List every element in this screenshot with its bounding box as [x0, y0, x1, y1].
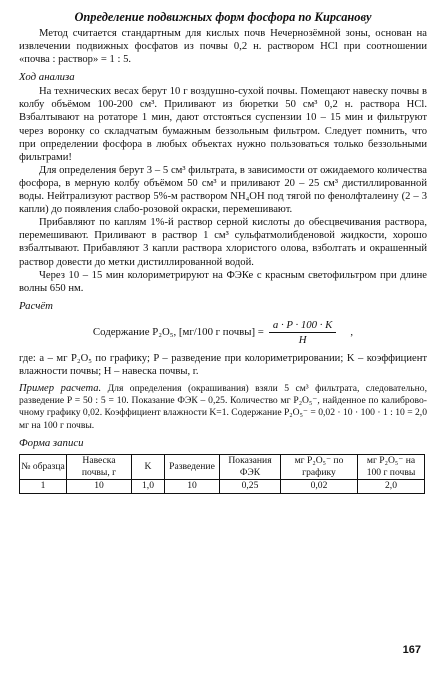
formula-fraction [269, 319, 337, 346]
formula-comma: , [350, 326, 354, 339]
header-sample-weight: Навеска почвы, г [67, 454, 132, 479]
calculation-heading: Расчёт [19, 299, 53, 312]
cell-sample-number: 1 [20, 479, 67, 493]
cell-fek-reading: 0,25 [220, 479, 281, 493]
record-form-heading: Форма записи [19, 436, 84, 449]
cell-k: 1,0 [132, 479, 165, 493]
formula-numerator: a · P · 100 · K [269, 319, 337, 333]
header-mg-by-graph: мг P₂O₅⁻ по графику [281, 454, 358, 479]
formula-left-side: Содержание P₂O₅, [мг/100 г почвы] = [92, 326, 264, 339]
example-label: Пример расчета. [19, 382, 102, 394]
calculation-formula [19, 319, 427, 346]
cell-mg-per-100g: 2,0 [358, 479, 425, 493]
cell-mg-by-graph: 0,02 [281, 479, 358, 493]
header-mg-per-100g: мг P₂O₅⁻ на 100 г почвы [358, 454, 425, 479]
cell-dilution: 10 [165, 479, 220, 493]
cell-sample-weight: 10 [67, 479, 132, 493]
procedure-paragraph-3: Прибавляют по каплям 1%-й раствор серной кислоты до обесцвечивания раствора, перемешивают. Приливают в раствор 1 см³ сульфатмолибденовой жидкости, хорошо взбалтывают. Прибавляют 3 капли раствора хлористого олова, взболтать и окрашенный раствор довести до метки дистиллированной водой. [19, 217, 427, 268]
procedure-paragraph-4: Через 10 – 15 мин колориметрируют на ФЭКе с красным светофильтром при длине волны 650 нм. [19, 269, 427, 294]
procedure-heading: Ход анализа [19, 71, 75, 84]
header-dilution: Разведение [165, 454, 220, 479]
example-paragraph [19, 383, 427, 432]
procedure-paragraph-1: На технических весах берут 10 г воздушно-сухой почвы. Помещают навеску почвы в колбу объёмом 100-200 см³. Приливают из бюретки 50 см³ 0,2 н. раствора HCl. Взбалтывают на ротаторе 1 мин, дают отстояться суспензии 10 – 15 мин и фильтруют через воронку со складчатым бумажным беззольным фильтром. Следует помнить, что при определении фосфора в любых объектах нужно пользоваться только беззольными фильтрами! [19, 86, 427, 163]
formula-legend: где: a – мг P₂O₅ по графику; P – разведение при колориметрировании; K – коэффициент влажности почвы; H – навеска почвы, г. [19, 352, 427, 377]
page-title: Определение подвижных форм фосфора по Кирсанову [74, 10, 372, 24]
header-sample-number: № образца [20, 454, 67, 479]
page-number: 167 [402, 644, 421, 656]
procedure-paragraph-2: Для определения берут 3 – 5 см³ фильтрата, в зависимости от ожидаемого количества фосфора, в мерную колбу объёмом 50 см³ и приливают 20 – 25 см³ дистиллированной воды. Нейтрализуют раствор 5%-м раствором NH₄OH под тягой по фенолфталеину (2 – 3 капли) до появления слабо-розовой окраски, перемешивают. [19, 164, 427, 216]
header-fek-reading: Показания ФЭК [220, 454, 281, 479]
table-header-row [20, 454, 425, 479]
record-form-table [19, 454, 425, 494]
example-text: Для определения (окрашивания) взяли 5 см³ фильтрата, следовательно, разведение P = 50 : 5 = 10. Показание ФЭК – 0,25. Количество мг P₂O₅⁻, найденное по калибровочному графику 0,02. Коэффициент влажности K=1. Содержание P₂O₅⁻ = 0,02 · 10 · 100 · 1 : 10 = 2,0 мг на 100 г почвы. [19, 382, 428, 431]
header-k: K [132, 454, 165, 479]
intro-paragraph: Метод считается стандартным для кислых почв Нечернозёмной зоны, основан на извлечении подвижных фосфатов из почвы 0,2 н. раствором HCl при соотношении «почва : раствор» = 1 : 5. [19, 28, 427, 66]
table-row [20, 479, 425, 493]
formula-denominator: H [298, 333, 307, 346]
